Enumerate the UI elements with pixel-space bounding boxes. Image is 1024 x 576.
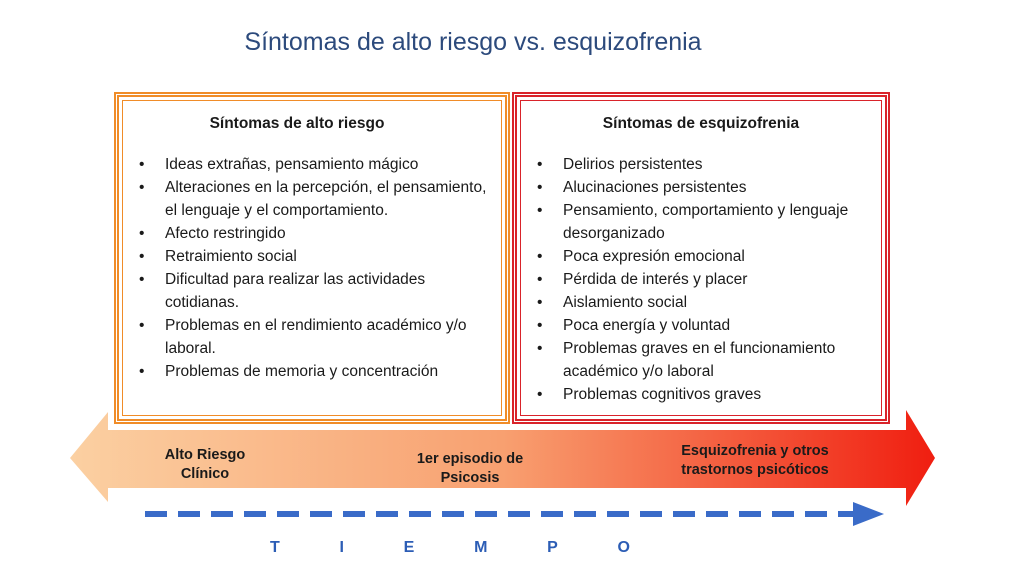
list-item: • Alteraciones en la percepción, el pensamiento, el lenguaje y el comportamiento. (137, 176, 495, 222)
list-item: • Problemas graves en el funcionamiento académico y/o laboral (535, 337, 875, 383)
list-item: • Problemas en el rendimiento académico y/o laboral. (137, 314, 495, 360)
list-item: • Dificultad para realizar las actividades cotidianas. (137, 268, 495, 314)
time-letter: E (403, 539, 415, 556)
schizophrenia-heading: Síntomas de esquizofrenia (602, 115, 800, 132)
list-item: • Delirios persistentes (535, 153, 875, 176)
list-item: • Retraimiento social (137, 245, 495, 268)
time-letter: T (270, 539, 280, 556)
stage-label-high-risk: Alto Riesgo Clínico (164, 447, 246, 482)
list-item: • Problemas cognitivos graves (535, 383, 875, 406)
list-item: • Problemas de memoria y concentración (137, 360, 495, 383)
list-item: • Poca energía y voluntad (535, 314, 875, 337)
list-item: • Aislamiento social (535, 291, 875, 314)
list-item: • Alucinaciones persistentes (535, 176, 875, 199)
stage-label-first-episode: 1er episodio de Psicosis (416, 451, 524, 486)
page-title: Síntomas de alto riesgo vs. esquizofrenia (244, 28, 702, 56)
list-item: • Afecto restringido (137, 222, 495, 245)
time-arrow-head (853, 502, 884, 526)
high-risk-heading: Síntomas de alto riesgo (209, 115, 385, 132)
time-label (270, 539, 630, 557)
time-letter: P (547, 539, 558, 556)
stage-label-schizophrenia: Esquizofrenia y otros trastornos psicóticos (681, 443, 829, 478)
list-item: • Pérdida de interés y placer (535, 268, 875, 291)
list-item: • Pensamiento, comportamiento y lenguaje desorganizado (535, 199, 875, 245)
time-letter: O (617, 539, 630, 556)
time-letter: M (474, 539, 488, 556)
list-item: • Ideas extrañas, pensamiento mágico (137, 153, 495, 176)
list-item: • Poca expresión emocional (535, 245, 875, 268)
time-letter: I (339, 539, 344, 556)
